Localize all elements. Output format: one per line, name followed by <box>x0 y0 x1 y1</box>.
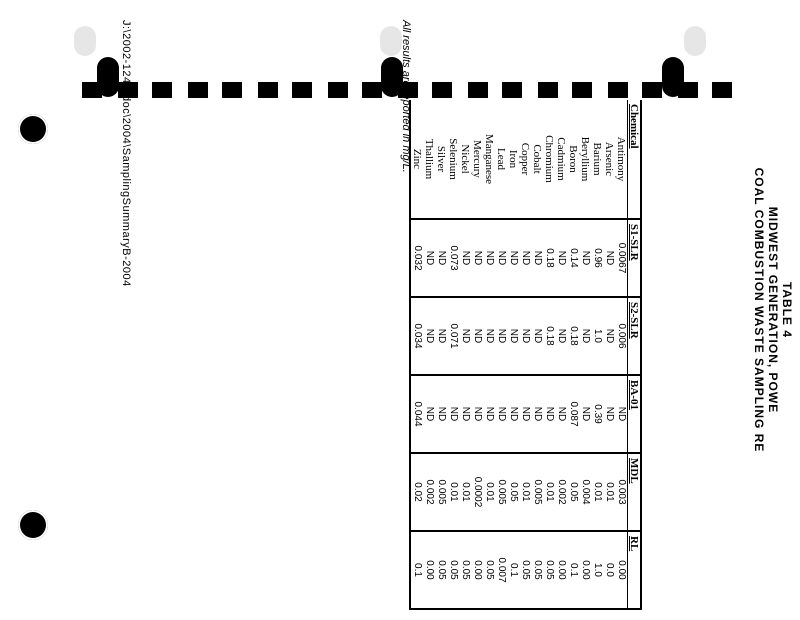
chemical-name-cell: Beryllium <box>579 100 591 219</box>
chemical-name-cell: Copper <box>519 100 531 219</box>
table-row <box>423 100 435 609</box>
result-value-cell: ND <box>579 297 591 375</box>
result-value-cell: ND <box>447 375 459 453</box>
result-value-cell: ND <box>483 297 495 375</box>
result-value-cell: 0.01 <box>447 453 459 531</box>
chemical-name-cell: Chromium <box>543 100 555 219</box>
result-value-cell: ND <box>495 375 507 453</box>
result-value-cell: 0.0 <box>603 531 615 609</box>
result-value-cell: 0.032 <box>410 219 423 297</box>
units-note: All results are reported in mg/L. <box>400 20 412 173</box>
result-value-cell: 0.1 <box>410 531 423 609</box>
chemical-name-cell: Thallium <box>423 100 435 219</box>
chemical-name-cell: Barium <box>591 100 603 219</box>
result-value-cell: ND <box>471 297 483 375</box>
result-value-cell: ND <box>507 219 519 297</box>
table-row <box>555 100 567 609</box>
table-row <box>435 100 447 609</box>
column-header: S2-SLR <box>628 297 642 375</box>
chemical-name-cell: Lead <box>495 100 507 219</box>
table-row <box>615 100 628 609</box>
result-value-cell: ND <box>555 297 567 375</box>
chemical-name-cell: Antimony <box>615 100 628 219</box>
table-row <box>591 100 603 609</box>
result-value-cell: 0.1 <box>567 531 579 609</box>
result-value-cell: ND <box>555 375 567 453</box>
result-value-cell: ND <box>507 375 519 453</box>
result-value-cell: 0.96 <box>591 219 603 297</box>
result-value-cell: ND <box>531 219 543 297</box>
chemical-name-cell: Manganese <box>483 100 495 219</box>
column-header: MDL <box>628 453 642 531</box>
result-value-cell: 0.005 <box>435 453 447 531</box>
table-body <box>410 100 628 609</box>
result-value-cell: 0.14 <box>567 219 579 297</box>
result-value-cell: 0.00 <box>555 531 567 609</box>
chemical-name-cell: Zinc <box>410 100 423 219</box>
result-value-cell: 0.0002 <box>471 453 483 531</box>
table-row <box>531 100 543 609</box>
result-value-cell: 0.006 <box>615 297 628 375</box>
result-value-cell: ND <box>579 219 591 297</box>
column-header: S1-SLR <box>628 219 642 297</box>
result-value-cell: 0.00 <box>579 531 591 609</box>
result-value-cell: 1.0 <box>591 531 603 609</box>
chemical-name-cell: Selenium <box>447 100 459 219</box>
result-value-cell: 0.073 <box>447 219 459 297</box>
result-value-cell: 0.044 <box>410 375 423 453</box>
file-path-footer: J:\2002-124B\doc\2004\SamplingSummaryB-2004 <box>120 20 132 287</box>
result-value-cell: ND <box>459 375 471 453</box>
result-value-cell: 0.034 <box>410 297 423 375</box>
result-value-cell: 0.00 <box>615 531 628 609</box>
result-value-cell: 0.01 <box>603 453 615 531</box>
result-value-cell: 0.18 <box>543 219 555 297</box>
result-value-cell: 0.087 <box>567 375 579 453</box>
result-value-cell: ND <box>423 375 435 453</box>
table-row <box>579 100 591 609</box>
result-value-cell: ND <box>555 219 567 297</box>
chemical-name-cell: Arsenic <box>603 100 615 219</box>
result-value-cell: ND <box>435 375 447 453</box>
result-value-cell: 0.39 <box>591 375 603 453</box>
column-header: RL <box>628 531 642 609</box>
chemical-name-cell: Nickel <box>459 100 471 219</box>
chemical-name-cell: Boron <box>567 100 579 219</box>
result-value-cell: ND <box>531 297 543 375</box>
result-value-cell: ND <box>459 297 471 375</box>
table-header-row <box>628 100 642 609</box>
column-header: BA-01 <box>628 375 642 453</box>
result-value-cell: 0.071 <box>447 297 459 375</box>
table-row <box>567 100 579 609</box>
result-value-cell: ND <box>423 297 435 375</box>
table-row <box>543 100 555 609</box>
table-label: TABLE 4 <box>780 281 794 339</box>
result-value-cell: ND <box>603 297 615 375</box>
table-row <box>471 100 483 609</box>
result-value-cell: 0.01 <box>459 453 471 531</box>
result-value-cell: 0.05 <box>483 531 495 609</box>
table-row <box>603 100 615 609</box>
result-value-cell: ND <box>579 375 591 453</box>
result-value-cell: ND <box>519 297 531 375</box>
result-value-cell: ND <box>543 375 555 453</box>
result-value-cell: 0.01 <box>483 453 495 531</box>
result-value-cell: 0.0067 <box>615 219 628 297</box>
table-row <box>507 100 519 609</box>
result-value-cell: ND <box>435 297 447 375</box>
result-value-cell: 0.02 <box>410 453 423 531</box>
result-value-cell: ND <box>495 219 507 297</box>
result-value-cell: 0.05 <box>459 531 471 609</box>
result-value-cell: ND <box>495 297 507 375</box>
chemical-name-cell: Cobalt <box>531 100 543 219</box>
result-value-cell: ND <box>519 375 531 453</box>
result-value-cell: 0.18 <box>567 297 579 375</box>
result-value-cell: 0.005 <box>531 453 543 531</box>
result-value-cell: ND <box>507 297 519 375</box>
column-header: Chemical <box>628 100 642 219</box>
result-value-cell: 0.007 <box>495 531 507 609</box>
chemical-name-cell: Silver <box>435 100 447 219</box>
result-value-cell: ND <box>483 219 495 297</box>
chemical-name-cell: Mercury <box>471 100 483 219</box>
result-value-cell: 0.1 <box>507 531 519 609</box>
result-value-cell: ND <box>483 375 495 453</box>
result-value-cell: 0.01 <box>543 453 555 531</box>
result-value-cell: ND <box>519 219 531 297</box>
result-value-cell: 0.01 <box>519 453 531 531</box>
result-value-cell: ND <box>459 219 471 297</box>
result-value-cell: ND <box>531 375 543 453</box>
result-value-cell: 0.01 <box>591 453 603 531</box>
result-value-cell: ND <box>615 375 628 453</box>
table-row <box>459 100 471 609</box>
result-value-cell: ND <box>435 219 447 297</box>
result-value-cell: 0.05 <box>531 531 543 609</box>
result-value-cell: 0.003 <box>615 453 628 531</box>
result-value-cell: ND <box>471 219 483 297</box>
result-value-cell: 0.05 <box>543 531 555 609</box>
result-value-cell: ND <box>423 219 435 297</box>
result-value-cell: ND <box>471 375 483 453</box>
result-value-cell: 0.05 <box>435 531 447 609</box>
result-value-cell: ND <box>603 375 615 453</box>
result-value-cell: 0.005 <box>495 453 507 531</box>
result-value-cell: 0.05 <box>567 453 579 531</box>
result-value-cell: 0.004 <box>579 453 591 531</box>
result-value-cell: 0.05 <box>447 531 459 609</box>
table-row <box>483 100 495 609</box>
results-table <box>409 100 642 610</box>
result-value-cell: 0.00 <box>423 531 435 609</box>
table-row <box>519 100 531 609</box>
chemical-name-cell: Iron <box>507 100 519 219</box>
company-heading: MIDWEST GENERATION, POWE <box>766 206 780 414</box>
result-value-cell: 0.18 <box>543 297 555 375</box>
chemical-name-cell: Cadmium <box>555 100 567 219</box>
result-value-cell: 1.0 <box>591 297 603 375</box>
table-row <box>410 100 423 609</box>
result-value-cell: ND <box>603 219 615 297</box>
result-value-cell: 0.05 <box>519 531 531 609</box>
result-value-cell: 0.05 <box>507 453 519 531</box>
report-subtitle: COAL COMBUSTION WASTE SAMPLING RE <box>752 167 766 453</box>
result-value-cell: 0.002 <box>555 453 567 531</box>
table-row <box>495 100 507 609</box>
result-value-cell: 0.002 <box>423 453 435 531</box>
result-value-cell: 0.00 <box>471 531 483 609</box>
table-row <box>447 100 459 609</box>
